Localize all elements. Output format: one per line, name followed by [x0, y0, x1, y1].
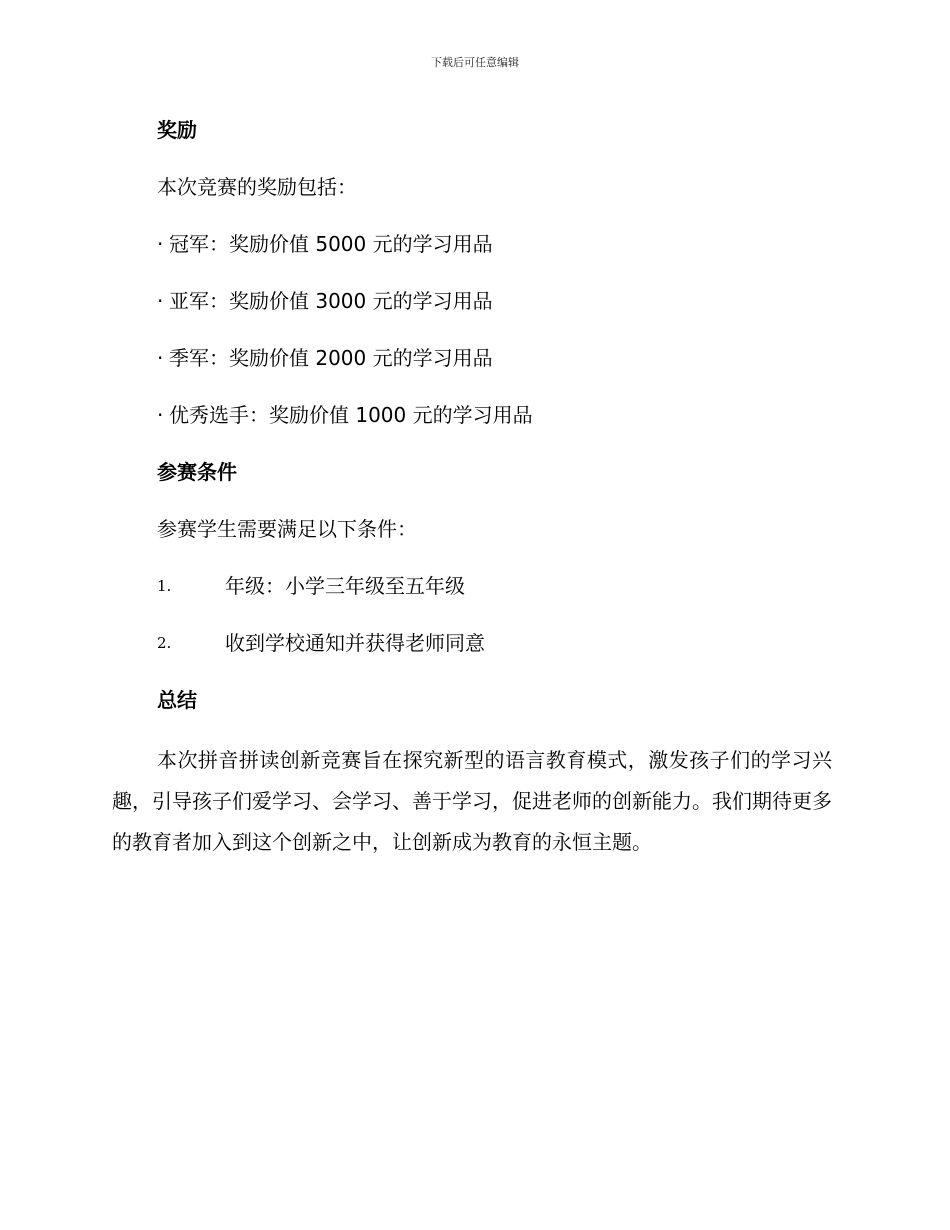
bullet-icon: · — [157, 346, 164, 370]
bullet-icon: · — [157, 232, 164, 256]
conditions-intro: 参赛学生需要满足以下条件： — [157, 517, 417, 541]
bullet-icon: · — [157, 289, 164, 313]
condition-number: 2. — [157, 634, 172, 652]
condition-text: 收到学校通知并获得老师同意 — [225, 631, 485, 655]
bullet-icon: · — [157, 403, 164, 427]
condition-text: 年级：小学三年级至五年级 — [225, 574, 465, 598]
reward-item-text: 优秀选手：奖励价值 1000 元的学习用品 — [169, 403, 533, 427]
reward-item — [157, 398, 832, 455]
reward-intro: 本次竞赛的奖励包括： — [157, 175, 357, 199]
reward-item — [157, 341, 832, 398]
reward-item-text: 亚军：奖励价值 3000 元的学习用品 — [169, 289, 493, 313]
page-header-note: 下载后可任意编辑 — [431, 56, 519, 69]
reward-item-text: 冠军：奖励价值 5000 元的学习用品 — [169, 232, 493, 256]
reward-item — [157, 227, 832, 284]
summary-paragraph: 本次拼音拼读创新竞赛旨在探究新型的语言教育模式，激发孩子们的学习兴趣，引导孩子们爱学习、会学习、善于学习，促进老师的创新能力。我们期待更多的教育者加入到这个创新之中，让创新成为教育的永恒主题。 — [112, 748, 832, 854]
spacer — [112, 717, 832, 740]
spacer — [112, 147, 832, 170]
document-body — [112, 113, 832, 863]
reward-item-text: 季军：奖励价值 2000 元的学习用品 — [169, 346, 493, 370]
section-heading-reward: 奖励 — [157, 118, 197, 142]
spacer — [112, 489, 832, 512]
section-heading-summary: 总结 — [157, 688, 197, 712]
condition-number: 1. — [157, 577, 172, 595]
condition-item — [157, 569, 832, 626]
reward-item — [157, 284, 832, 341]
condition-item — [157, 626, 832, 683]
section-heading-conditions: 参赛条件 — [157, 460, 237, 484]
